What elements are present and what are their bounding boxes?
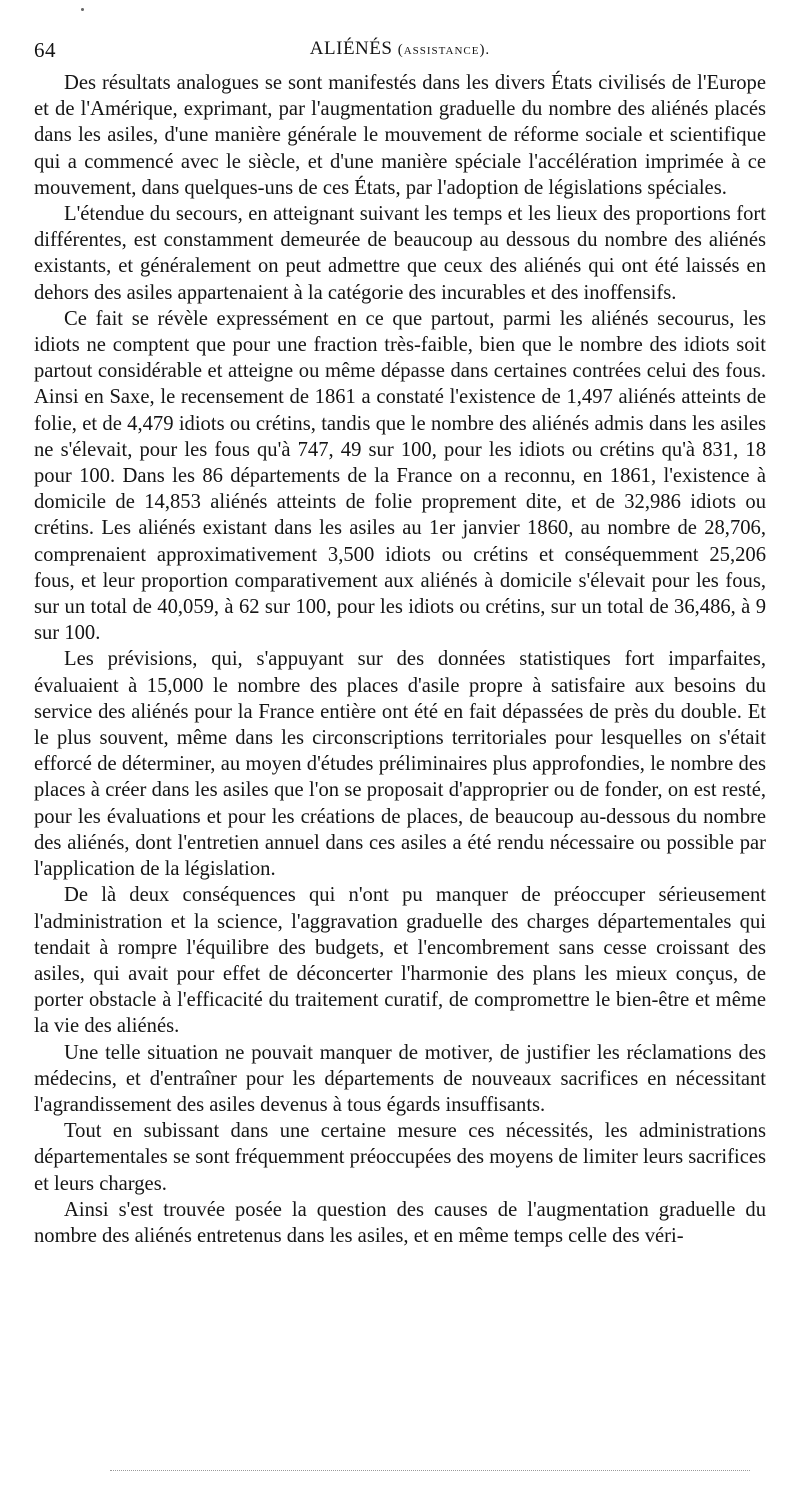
paragraph: L'étendue du secours, en atteignant suivant les temps et les lieux des proportions fort différentes, est constamment demeurée de beaucoup au dessous du nombre des aliénés existants, et généralement on peut admettre que ceux des aliénés qui ont été laissés en dehors des asiles appartenaient à la catégorie des incurables et des inoffensifs. — [34, 203, 766, 304]
footer-rule — [110, 1470, 750, 1471]
page-number: 64 — [34, 38, 56, 62]
paragraph: Une telle situation ne pouvait manquer de motiver, de justifier les réclamations des médecins, et d'entraîner pour les départements de nouveaux sacrifices en nécessitant l'agrandissement des asiles devenus à tous égards insuffisants. — [34, 1041, 766, 1116]
paragraph: De là deux conséquences qui n'ont pu manquer de préoccuper sérieusement l'administration et la science, l'aggravation graduelle des charges départementales qui tendait à rompre l'équilibre des budgets, et l'encombrement sans cesse croissant des asiles, qui avait pour effet de déconcerter l'harmonie des plans les mieux conçus, de porter obstacle à l'efficacité du traitement curatif, de compromettre le bien-être et même la vie des aliénés. — [34, 884, 766, 1038]
paragraph: Ce fait se révèle expressément en ce que partout, parmi les aliénés secourus, les idiots ne comptent que pour une fraction très-faible, bien que le nombre des idiots soit partout considérable et atteigne ou même dépasse dans certaines contrées celui des fous. Ainsi en Saxe, le recensement de 1861 a constaté l'existence de 1,497 aliénés atteints de folie, et de 4,479 idiots ou crétins, tandis que le nombre des aliénés admis dans les asiles ne s'élevait, pour les fous qu'à 747, 49 sur 100, pour les idiots ou crétins qu'à 831, 18 pour 100. Dans les 86 départements de la France on a reconnu, en 1861, l'existence à domicile de 14,853 aliénés atteints de folie proprement dite, et de 32,986 idiots ou crétins. Les aliénés existant dans les asiles au 1er janvier 1860, au nombre de 28,706, comprenaient approximativement 3,500 idiots ou crétins et conséquemment 25,206 fous, et leur proportion comparativement aux aliénés à domicile s'élevait pour les fous, sur un total de 40,059, à 62 sur 100, pour les idiots ou crétins, sur un total de 36,486, à 9 sur 100. — [34, 307, 766, 645]
paragraph: Tout en subissant dans une certaine mesure ces nécessités, les administrations départementales se sont fréquemment préoccupées des moyens de limiter leurs sacrifices et leurs charges. — [34, 1120, 766, 1195]
paragraph: Les prévisions, qui, s'appuyant sur des données statistiques fort imparfaites, évaluaient à 15,000 le nombre des places d'asile propre à satisfaire aux besoins du service des aliénés pour la France entière ont été en fait dépassées de près du double. Et le plus souvent, même dans les circonscriptions territoriales pour lesquelles on s'était efforcé de déterminer, au moyen d'études préliminaires plus approfondies, le nombre des places à créer dans les asiles que l'on se proposait d'approprier ou de fonder, on est resté, pour les évaluations et pour les créations de places, de beaucoup au-dessous du nombre des aliénés, dont l'entretien annuel dans ces asiles a été rendu nécessaire ou possible par l'application de la législation. — [34, 648, 766, 881]
running-title — [34, 38, 766, 60]
paragraph: Des résultats analogues se sont manifestés dans les divers États civilisés de l'Europe et de l'Amérique, exprimant, par l'augmentation graduelle du nombre des aliénés placés dans les asiles, d'une manière générale le mouvement de réforme sociale et scientifique qui a commencé avec le siècle, et d'une manière spéciale l'accélération imprimée à ce mouvement, dans quelques-uns de ces États, par l'adoption de législations spéciales. — [34, 72, 766, 199]
body-text — [34, 70, 766, 1249]
running-head — [34, 28, 766, 62]
running-title-main: ALIÉNÉS — [309, 38, 393, 59]
paragraph: Ainsi s'est trouvée posée la question des causes de l'augmentation graduelle du nombre des aliénés entretenus dans les asiles, et en même temps celle des véri- — [34, 1198, 766, 1247]
print-speck — [81, 8, 84, 11]
running-title-sub: (assistance). — [397, 42, 491, 58]
book-page — [34, 28, 766, 1249]
